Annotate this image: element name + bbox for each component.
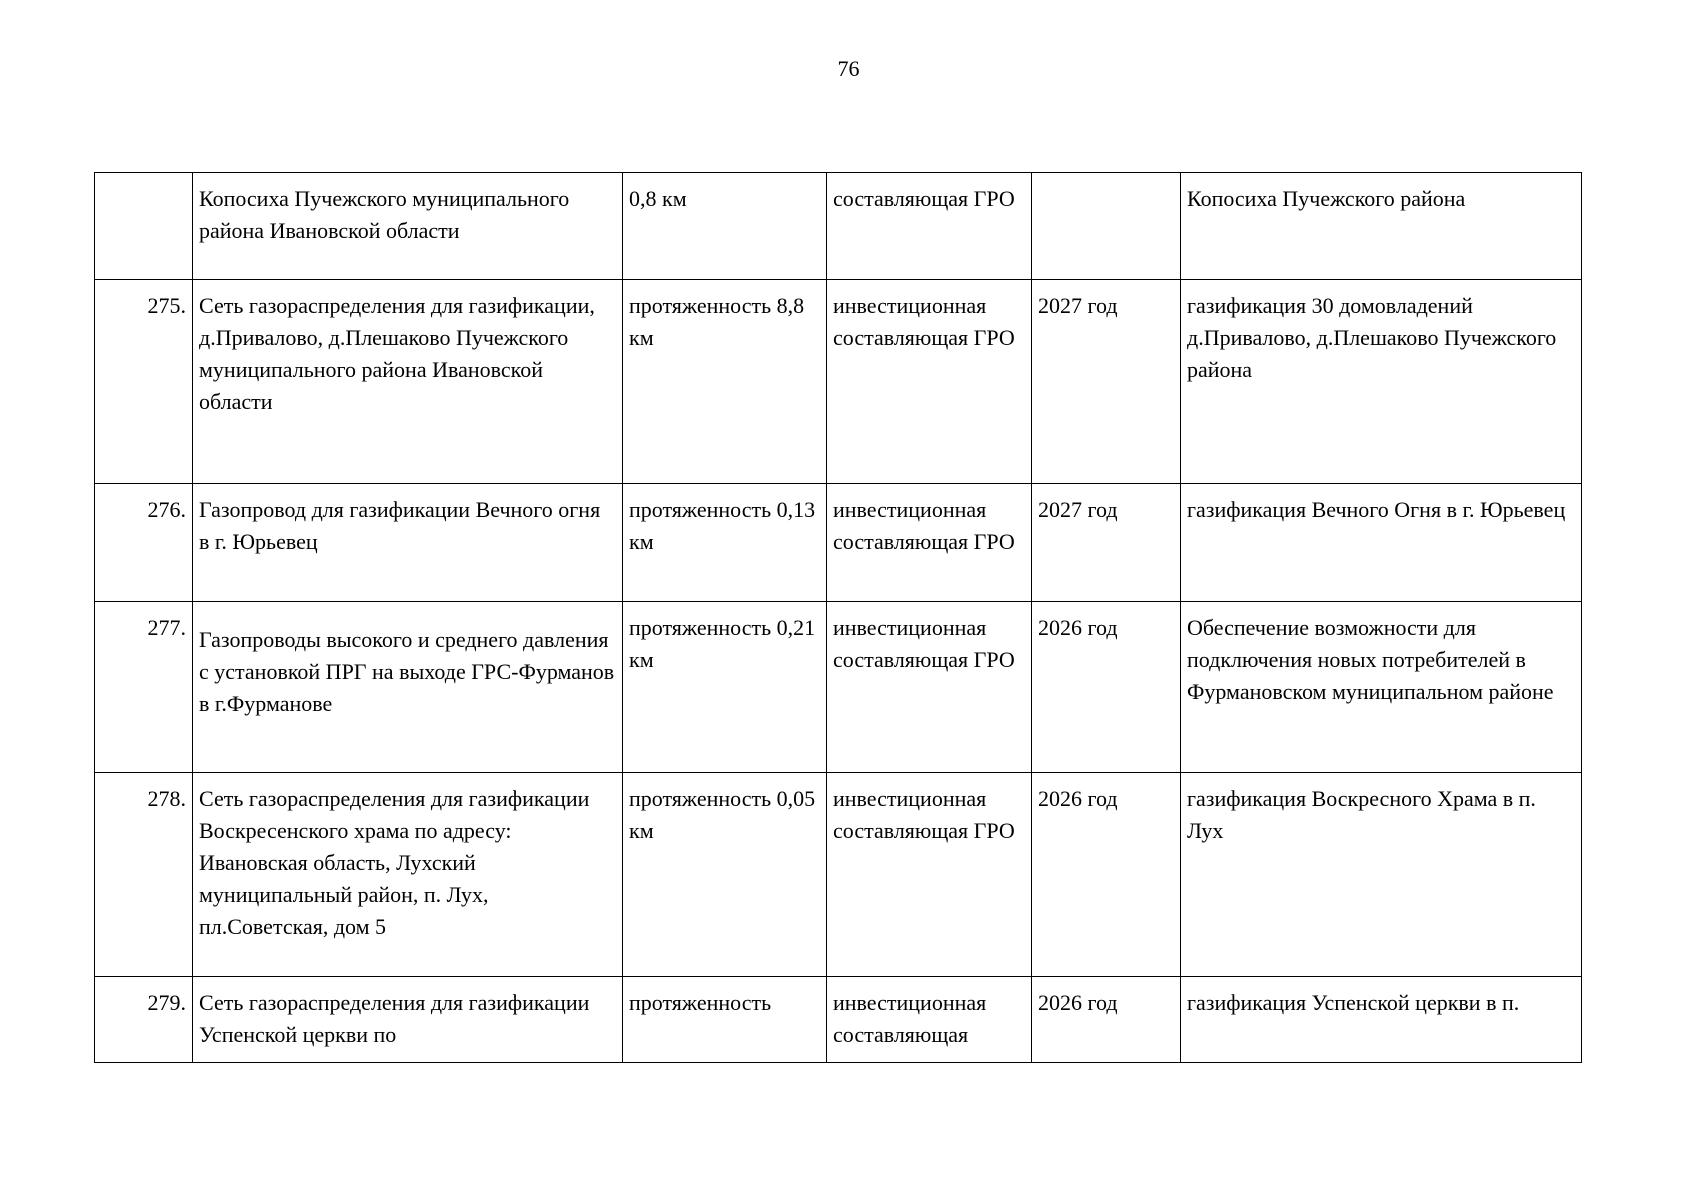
- result-cell: Обеспечение возможности для подключения новых потребителей в Фурмановском муниципальном районе: [1181, 602, 1582, 773]
- year-cell: 2026 год: [1032, 977, 1181, 1063]
- funding-type-cell: инвестиционная составляющая: [827, 977, 1032, 1063]
- year-cell: 2026 год: [1032, 602, 1181, 773]
- object-name-cell: Сеть газораспределения для газификации Воскресенского храма по адресу: Ивановская область, Лухский муниципальный район, п. Лух, пл.Советская, дом 5: [193, 773, 623, 977]
- object-name-cell: Копосиха Пучежского муниципального района Ивановской области: [193, 173, 623, 280]
- result-cell: газификация Успенской церкви в п.: [1181, 977, 1582, 1063]
- funding-type-cell: составляющая ГРО: [827, 173, 1032, 280]
- funding-type-cell: инвестиционная составляющая ГРО: [827, 280, 1032, 484]
- table-row: [95, 484, 1582, 602]
- table-row: [95, 280, 1582, 484]
- row-number: 279.: [95, 977, 193, 1063]
- length-cell: 0,8 км: [623, 173, 827, 280]
- result-cell: газификация 30 домовладений д.Привалово, д.Плешаково Пучежского района: [1181, 280, 1582, 484]
- result-cell: газификация Вечного Огня в г. Юрьевец: [1181, 484, 1582, 602]
- length-cell: протяженность 0,21 км: [623, 602, 827, 773]
- year-cell: [1032, 173, 1181, 280]
- page-number: 76: [837, 56, 860, 81]
- funding-type-cell: инвестиционная составляющая ГРО: [827, 484, 1032, 602]
- object-name-cell: Сеть газораспределения для газификации Успенской церкви по: [193, 977, 623, 1063]
- object-name-cell: Сеть газораспределения для газификации, д.Привалово, д.Плешаково Пучежского муниципального района Ивановской области: [193, 280, 623, 484]
- length-cell: протяженность 8,8 км: [623, 280, 827, 484]
- length-cell: протяженность 0,05 км: [623, 773, 827, 977]
- row-number: [95, 173, 193, 280]
- funding-type-cell: инвестиционная составляющая ГРО: [827, 602, 1032, 773]
- year-cell: 2027 год: [1032, 484, 1181, 602]
- projects-table: [94, 172, 1582, 1063]
- table-row: [95, 602, 1582, 773]
- object-name-cell: Газопроводы высокого и среднего давления с установкой ПРГ на выходе ГРС-Фурманов в г.Фурманове: [193, 602, 623, 773]
- row-number: 277.: [95, 602, 193, 773]
- table-row: [95, 173, 1582, 280]
- row-number: 278.: [95, 773, 193, 977]
- result-cell: Копосиха Пучежского района: [1181, 173, 1582, 280]
- year-cell: 2026 год: [1032, 773, 1181, 977]
- row-number: 275.: [95, 280, 193, 484]
- table-row: [95, 773, 1582, 977]
- table-row: [95, 977, 1582, 1063]
- row-number: 276.: [95, 484, 193, 602]
- result-cell: газификация Воскресного Храма в п. Лух: [1181, 773, 1582, 977]
- object-name-cell: Газопровод для газификации Вечного огня в г. Юрьевец: [193, 484, 623, 602]
- funding-type-cell: инвестиционная составляющая ГРО: [827, 773, 1032, 977]
- length-cell: протяженность: [623, 977, 827, 1063]
- length-cell: протяженность 0,13 км: [623, 484, 827, 602]
- year-cell: 2027 год: [1032, 280, 1181, 484]
